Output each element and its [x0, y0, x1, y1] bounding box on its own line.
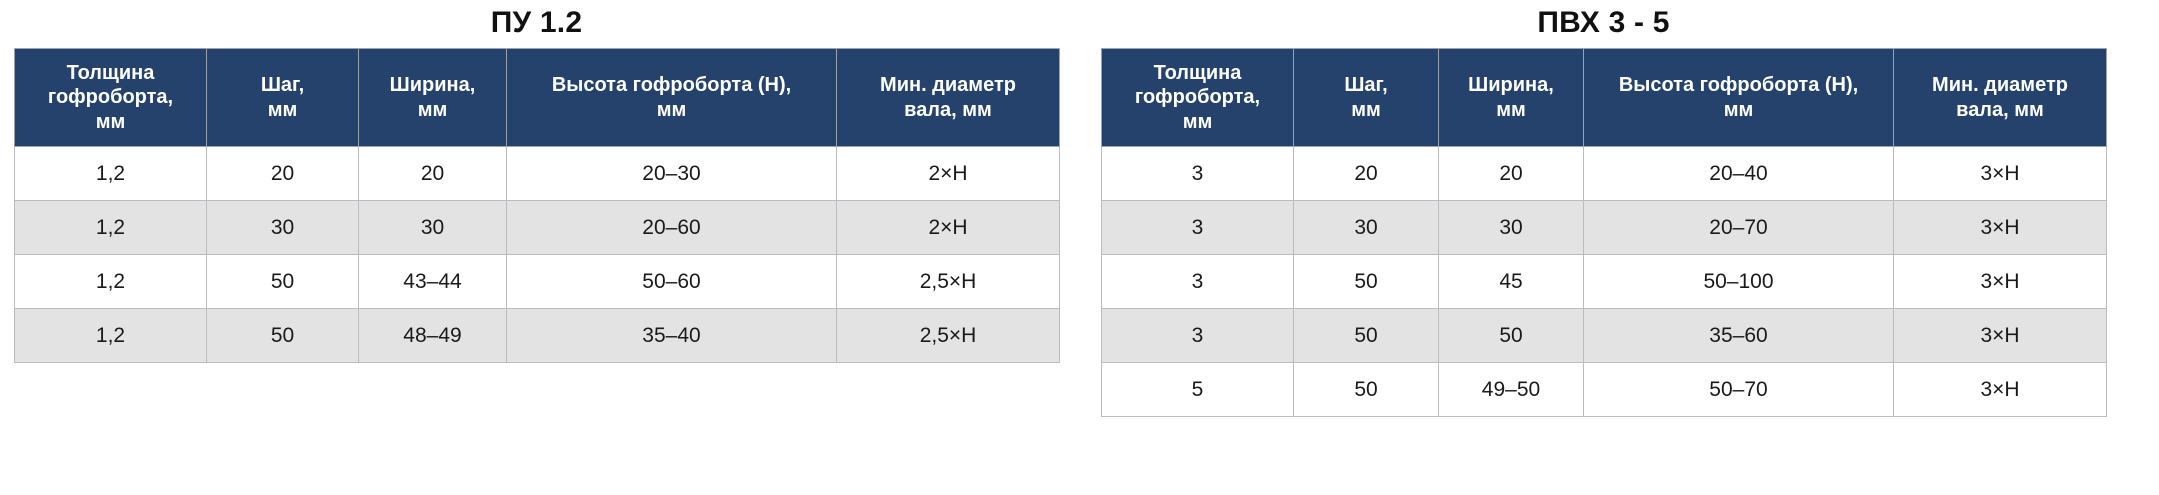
header-line: Шаг, — [1344, 74, 1388, 97]
table-row — [15, 255, 1060, 309]
cell-step: 30 — [1294, 201, 1439, 255]
table-block-pu — [14, 0, 1059, 363]
header-line: Высота гофроборта (Н), — [551, 74, 792, 97]
header-line: Толщина — [66, 62, 155, 84]
table-block-pvh — [1101, 0, 2106, 417]
column-header-height — [1584, 49, 1894, 147]
table-title-pvh: ПВХ 3 - 5 — [1537, 6, 1670, 39]
cell-min-shaft-diameter: 3×Н — [1894, 363, 2107, 417]
column-header-min-shaft-diameter — [1894, 49, 2107, 147]
table-row — [1102, 255, 2107, 309]
cell-step: 50 — [1294, 363, 1439, 417]
cell-width: 48–49 — [359, 309, 507, 363]
cell-min-shaft-diameter: 3×Н — [1894, 309, 2107, 363]
table-row — [15, 147, 1060, 201]
cell-height: 20–70 — [1584, 201, 1894, 255]
cell-width: 30 — [359, 201, 507, 255]
cell-min-shaft-diameter: 2,5×Н — [837, 255, 1060, 309]
cell-step: 20 — [1294, 147, 1439, 201]
cell-width: 43–44 — [359, 255, 507, 309]
header-line: Высота гофроборта (Н), — [1618, 74, 1859, 97]
cell-width: 30 — [1439, 201, 1584, 255]
cell-min-shaft-diameter: 3×Н — [1894, 147, 2107, 201]
header-line: мм — [1351, 98, 1381, 121]
header-line: Мин. диаметр — [1932, 74, 2068, 97]
cell-min-shaft-diameter: 3×Н — [1894, 255, 2107, 309]
cell-height: 35–60 — [1584, 309, 1894, 363]
header-line: Шаг, — [260, 74, 305, 97]
cell-height: 20–60 — [507, 201, 837, 255]
table-header-row — [1102, 49, 2107, 147]
cell-min-shaft-diameter: 3×Н — [1894, 201, 2107, 255]
cell-height: 35–40 — [507, 309, 837, 363]
table-row — [1102, 147, 2107, 201]
column-header-width — [1439, 49, 1584, 147]
cell-thickness: 1,2 — [15, 201, 207, 255]
cell-height: 50–100 — [1584, 255, 1894, 309]
header-line: Ширина, — [1468, 74, 1554, 97]
cell-step: 20 — [207, 147, 359, 201]
cell-thickness: 3 — [1102, 147, 1294, 201]
header-line: мм — [95, 110, 126, 133]
cell-thickness: 1,2 — [15, 147, 207, 201]
header-line: Толщина — [1153, 62, 1242, 84]
header-line: Ширина, — [389, 74, 476, 97]
cell-width: 45 — [1439, 255, 1584, 309]
header-line: гофроборта, — [1134, 86, 1261, 109]
header-line: мм — [417, 98, 448, 121]
table-header-row — [15, 49, 1060, 147]
table-row — [1102, 363, 2107, 417]
cell-width: 49–50 — [1439, 363, 1584, 417]
header-line: мм — [1496, 98, 1526, 121]
cell-height: 50–60 — [507, 255, 837, 309]
header-line: Мин. диаметр — [880, 74, 1016, 97]
header-line: вала, мм — [904, 98, 992, 121]
cell-width: 50 — [1439, 309, 1584, 363]
table-row — [1102, 201, 2107, 255]
cell-height: 50–70 — [1584, 363, 1894, 417]
column-header-step — [207, 49, 359, 147]
column-header-width — [359, 49, 507, 147]
header-line: гофроборта, — [47, 86, 174, 109]
header-line: мм — [267, 98, 298, 121]
spec-table-pvh — [1101, 48, 2107, 417]
cell-height: 20–30 — [507, 147, 837, 201]
cell-thickness: 3 — [1102, 309, 1294, 363]
column-header-thickness — [1102, 49, 1294, 147]
cell-step: 30 — [207, 201, 359, 255]
header-line: мм — [1723, 98, 1754, 121]
spec-table-pu — [14, 48, 1060, 363]
cell-step: 50 — [1294, 309, 1439, 363]
cell-thickness: 5 — [1102, 363, 1294, 417]
cell-thickness: 1,2 — [15, 309, 207, 363]
table-title-pu: ПУ 1.2 — [490, 6, 583, 39]
header-line: вала, мм — [1956, 98, 2044, 121]
header-line: мм — [656, 98, 687, 121]
cell-width: 20 — [359, 147, 507, 201]
cell-step: 50 — [207, 255, 359, 309]
cell-min-shaft-diameter: 2×Н — [837, 201, 1060, 255]
cell-thickness: 3 — [1102, 255, 1294, 309]
cell-thickness: 3 — [1102, 201, 1294, 255]
column-header-step — [1294, 49, 1439, 147]
cell-width: 20 — [1439, 147, 1584, 201]
cell-min-shaft-diameter: 2×Н — [837, 147, 1060, 201]
column-header-height — [507, 49, 837, 147]
column-header-thickness — [15, 49, 207, 147]
table-row — [1102, 309, 2107, 363]
table-row — [15, 201, 1060, 255]
cell-min-shaft-diameter: 2,5×Н — [837, 309, 1060, 363]
cell-step: 50 — [207, 309, 359, 363]
cell-height: 20–40 — [1584, 147, 1894, 201]
cell-step: 50 — [1294, 255, 1439, 309]
cell-thickness: 1,2 — [15, 255, 207, 309]
table-row — [15, 309, 1060, 363]
header-line: мм — [1182, 110, 1213, 133]
column-header-min-shaft-diameter — [837, 49, 1060, 147]
